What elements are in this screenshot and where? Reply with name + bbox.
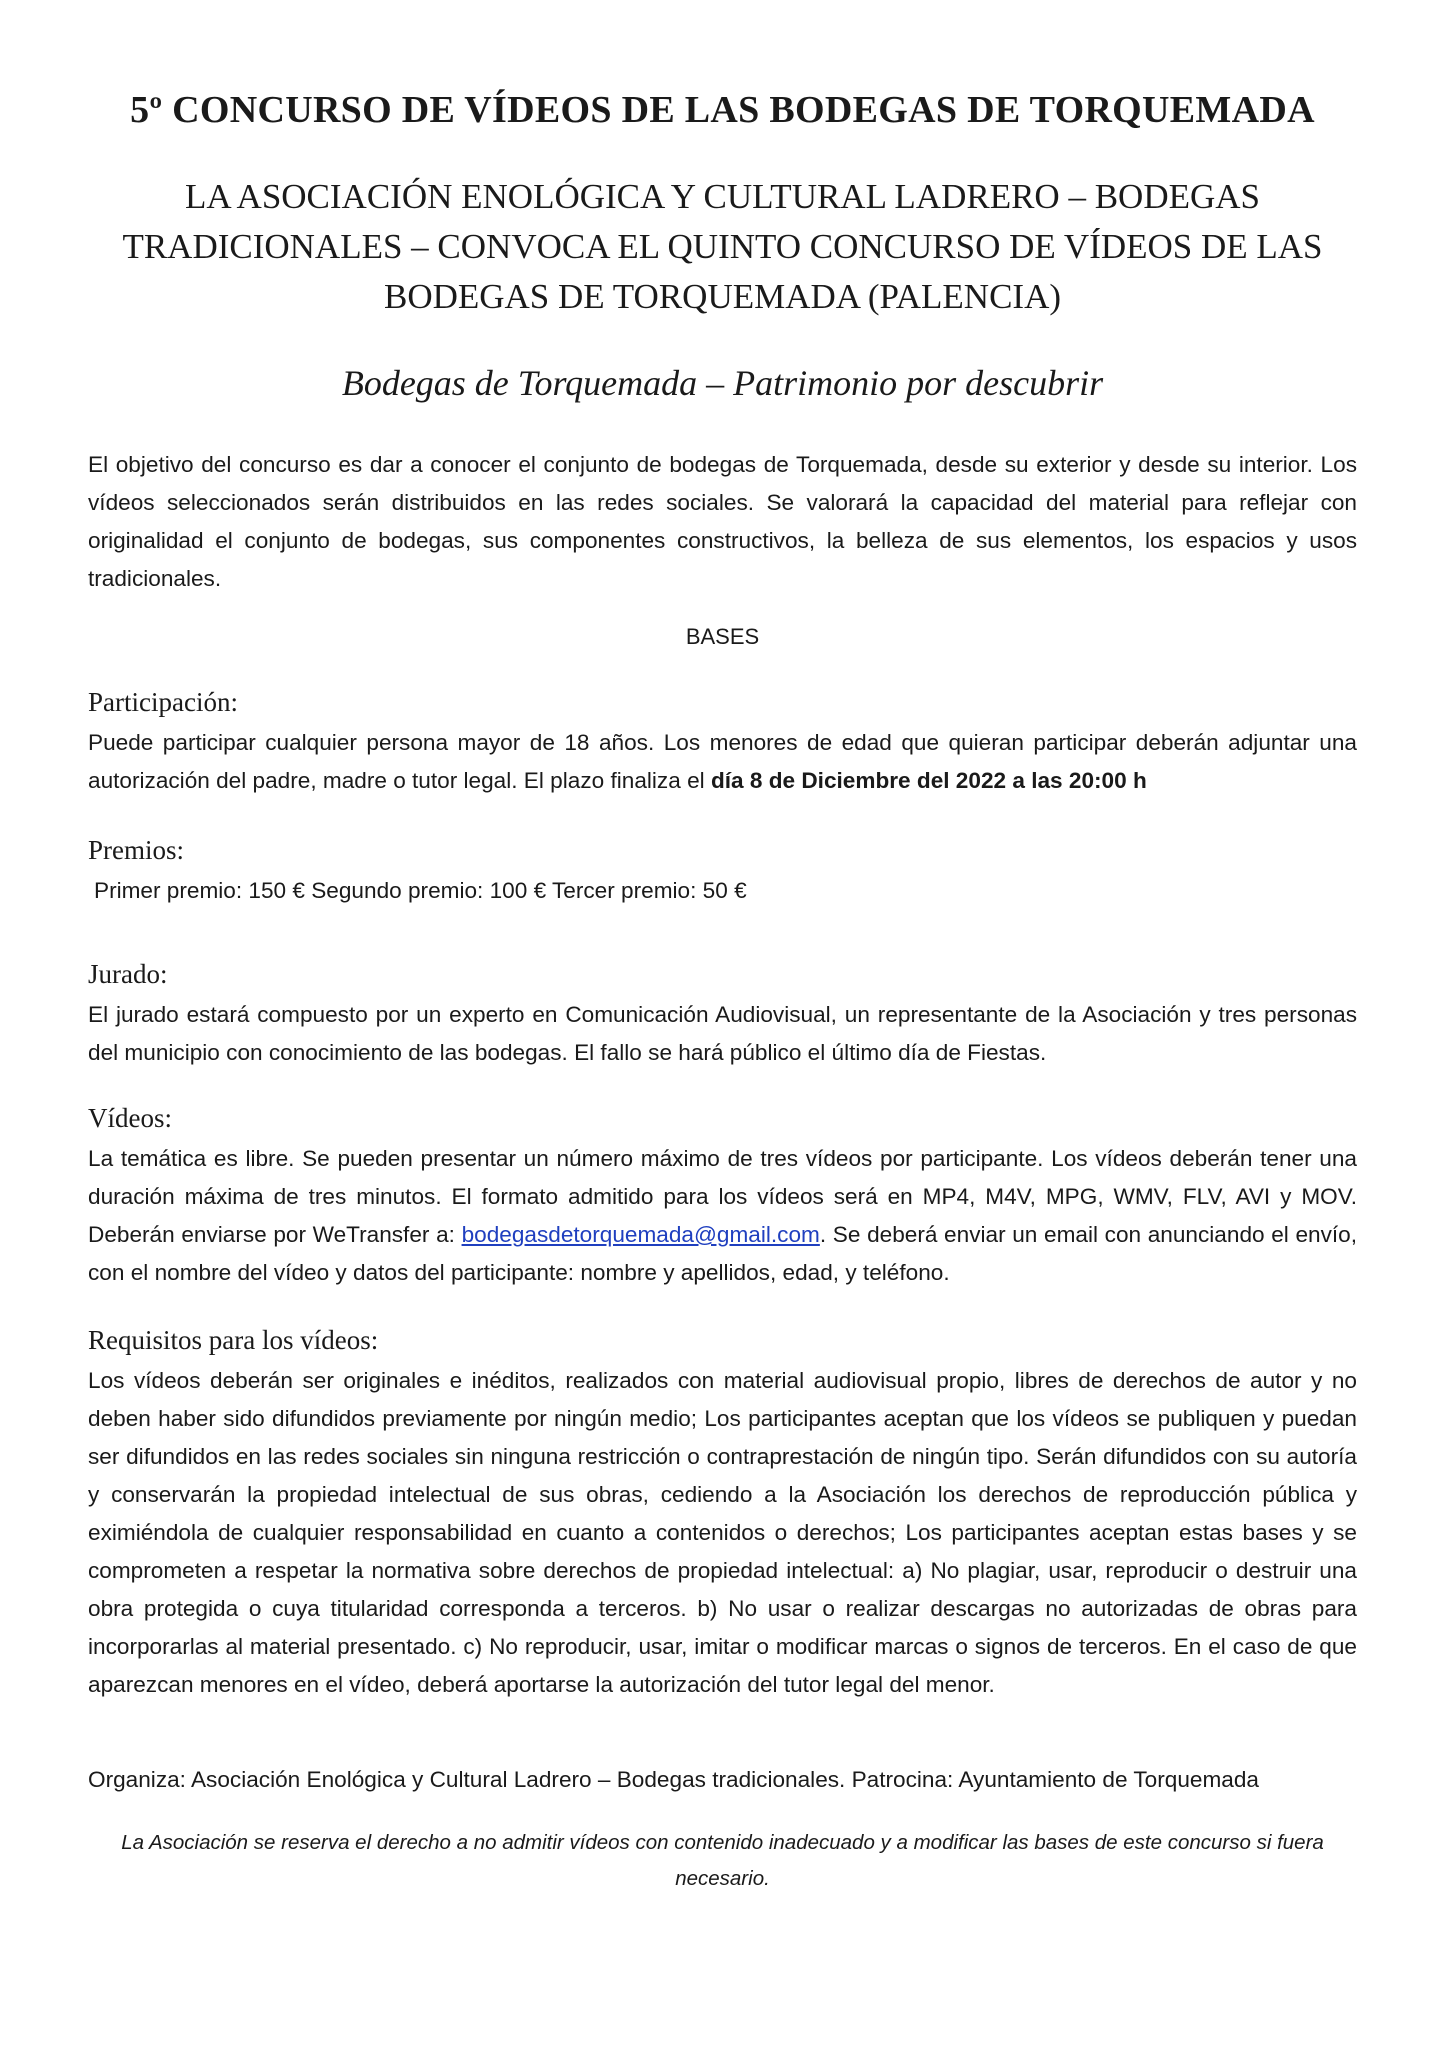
videos-body-end: . Se deberá enviar un email con anunciando el envío, con el nombre del vídeo y datos del participante: nombre y apellidos, edad, y teléfono.	[88, 1222, 1357, 1285]
section-heading-participacion: Participación:	[88, 687, 238, 717]
bases-label: BASES	[685, 624, 760, 649]
section-videos	[88, 1100, 1357, 1292]
requisitos-text: Los vídeos deberán ser originales e inéditos, realizados con material audiovisual propio, libres de derechos de autor y no deben haber sido difundidos previamente por ningún medio; Los participantes aceptan que los vídeos se publiquen y puedan ser difundidos en las redes sociales sin ninguna restricción o contraprestación de ningún tipo. Serán difundidos con su autoría y conservarán la propiedad intelectual de sus obras, cediendo a la Asociación los derechos de reproducción pública y eximiéndola de cualquier responsabilidad en cuanto a contenidos o derechos; Los participantes aceptan estas bases y se comprometen a respetar la normativa sobre derechos de propiedad intelectual: a) No plagiar, usar, reproducir o destruir una obra protegida o cuya titularidad corresponda a terceros. b) No usar o realizar descargas no autorizadas de obras para incorporarlas al material presentado. c) No reproducir, usar, imitar o modificar marcas o signos de terceros. En el caso de que aparezcan menores en el vídeo, deberá aportarse la autorización del tutor legal del menor.	[88, 1368, 1357, 1697]
section-heading-requisitos: Requisitos para los vídeos:	[88, 1325, 379, 1355]
email-link[interactable]: bodegasdetorquemada@gmail.com	[461, 1222, 820, 1247]
videos-body: La temática es libre. Se pueden presentar un número máximo de tres vídeos por participante. Los vídeos deberán tener una duración máxima de tres minutos. El formato admitido para los vídeos será en MP4, M4V, MPG, WMV, FLV, AVI y MOV. Deberán enviarse por WeTransfer a:	[88, 1146, 1357, 1247]
participacion-body: Puede participar cualquier persona mayor de 18 años. Los menores de edad que quieran participar deberán adjuntar una autorización del padre, madre o tutor legal. El plazo finaliza el	[88, 730, 1357, 793]
intro-paragraph: El objetivo del concurso es dar a conocer el conjunto de bodegas de Torquemada, desde su exterior y desde su interior. Los vídeos seleccionados serán distribuidos en las redes sociales. Se valorará la capacidad del material para reflejar con originalidad el conjunto de bodegas, sus componentes constructivos, la belleza de sus elementos, los espacios y usos tradicionales.	[88, 452, 1357, 591]
footer-note: La Asociación se reserva el derecho a no admitir vídeos con contenido inadecuado y a modificar las bases de este concurso si fuera necesario.	[121, 1831, 1324, 1890]
jurado-text: El jurado estará compuesto por un experto en Comunicación Audiovisual, un representante de la Asociación y tres personas del municipio con conocimiento de las bodegas. El fallo se hará público el último día de Fiestas.	[88, 1002, 1357, 1065]
premios-text: Primer premio: 150 € Segundo premio: 100 € Tercer premio: 50 €	[94, 878, 747, 903]
section-requisitos	[88, 1322, 1357, 1704]
subtitle: LA ASOCIACIÓN ENOLÓGICA Y CULTURAL LADRERO – BODEGAS TRADICIONALES – CONVOCA EL QUINTO CONCURSO DE VÍDEOS DE LAS BODEGAS DE TORQUEMADA (PALENCIA)	[122, 177, 1323, 316]
section-participacion	[88, 684, 1357, 800]
section-premios	[88, 832, 1357, 910]
videos-text	[88, 1140, 1357, 1292]
section-heading-jurado: Jurado:	[88, 959, 168, 989]
page-title: 5º CONCURSO DE VÍDEOS DE LAS BODEGAS DE TORQUEMADA	[130, 89, 1315, 131]
participacion-text	[88, 724, 1357, 800]
participacion-deadline: día 8 de Diciembre del 2022 a las 20:00 h	[710, 768, 1147, 793]
section-heading-premios: Premios:	[88, 835, 185, 865]
section-jurado	[88, 956, 1357, 1072]
slogan: Bodegas de Torquemada – Patrimonio por descubrir	[341, 363, 1104, 403]
section-heading-videos: Vídeos:	[88, 1103, 172, 1133]
organiza-text: Organiza: Asociación Enológica y Cultural Ladrero – Bodegas tradicionales. Patrocina: Ayuntamiento de Torquemada	[88, 1767, 1259, 1792]
